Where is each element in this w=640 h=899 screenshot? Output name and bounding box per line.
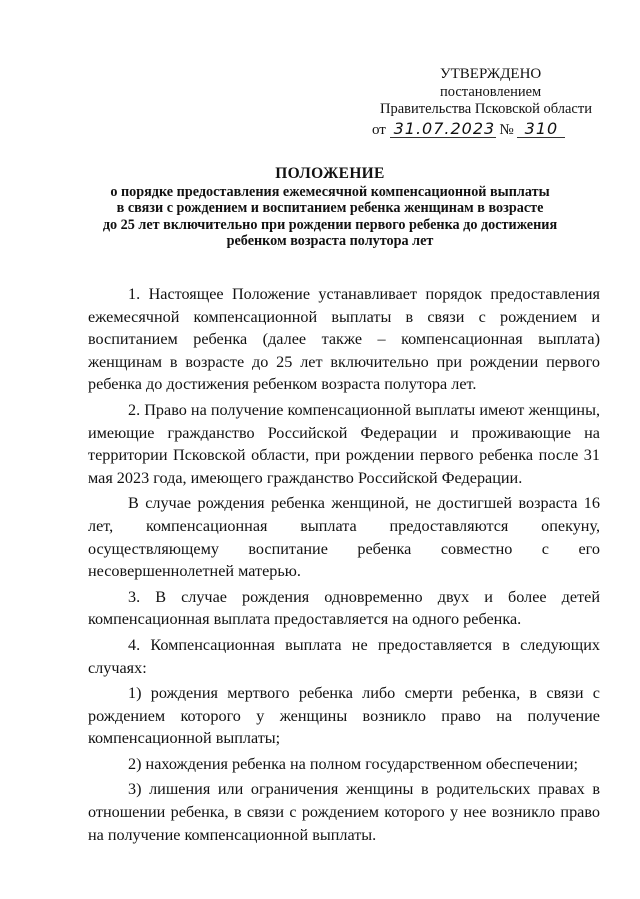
paragraph-1: 1. Настоящее Положение устанавливает порядок предоставления ежемесячной компенсационной выплаты в связи с рождением и воспитанием ребенка (далее также – компенсационная выплата) женщинам в возрасте до 25 лет включительно при рождении первого ребенка до достижения ребенком возраста полутора лет.	[88, 285, 600, 394]
title-heading: ПОЛОЖЕНИЕ	[275, 165, 385, 182]
paragraph-4: 4. Компенсационная выплата не предоставляется в следующих случаях:	[88, 635, 600, 677]
title-line: до 25 лет включительно при рождении первого ребенка до достижения	[102, 216, 558, 233]
approval-from-prefix: от	[372, 121, 386, 138]
paragraph-4-item-2: 2) нахождения ребенка на полном государственном обеспечении;	[128, 754, 579, 773]
number-sign: №	[499, 121, 514, 138]
paragraph-3: 3. В случае рождения одновременно двух и более детей компенсационная выплата предоставляется на одного ребенка.	[88, 587, 600, 629]
handwritten-date: 31.07.2023	[390, 121, 496, 138]
approval-government: Правительства Псковской области	[380, 101, 592, 117]
paragraph-4-item-3: 3) лишения или ограничения женщины в родительских правах в отношении ребенка, в связи с рождением которого у нее возникло право на получение компенсационной выплаты.	[88, 780, 600, 844]
approval-heading: УТВЕРЖДЕНО	[440, 66, 542, 82]
paragraph-2: 2. Право на получение компенсационной выплаты имеют женщины, имеющие гражданство Российской Федерации и проживающие на территории Псковской области, при рождении первого ребенка после 31 мая 2023 года, имеющего гражданство Российской Федерации.	[88, 400, 600, 487]
approval-date-number-line	[372, 118, 608, 140]
handwritten-number: 310	[517, 121, 565, 138]
paragraph-2-guardian: В случае рождения ребенка женщиной, не достигшей возраста 16 лет, компенсационная выплата предоставляются опекуну, осуществляющему воспитание ребенка совместно с его несовершеннолетней матерью.	[88, 494, 600, 581]
approval-resolution: постановлением	[440, 83, 542, 100]
document-title	[60, 166, 600, 250]
document-body	[88, 283, 600, 846]
title-line: ребенком возраста полутора лет	[226, 233, 434, 249]
paragraph-4-item-1: 1) рождения мертвого ребенка либо смерти ребенка, в связи с рождением которого у женщины возникло право на получение компенсационной выплаты;	[88, 684, 600, 748]
title-line: в связи с рождением и воспитанием ребенка женщинам в возрасте	[116, 200, 544, 216]
approval-stamp-block	[372, 66, 608, 139]
title-line: о порядке предоставления ежемесячной компенсационной выплаты	[110, 183, 550, 200]
